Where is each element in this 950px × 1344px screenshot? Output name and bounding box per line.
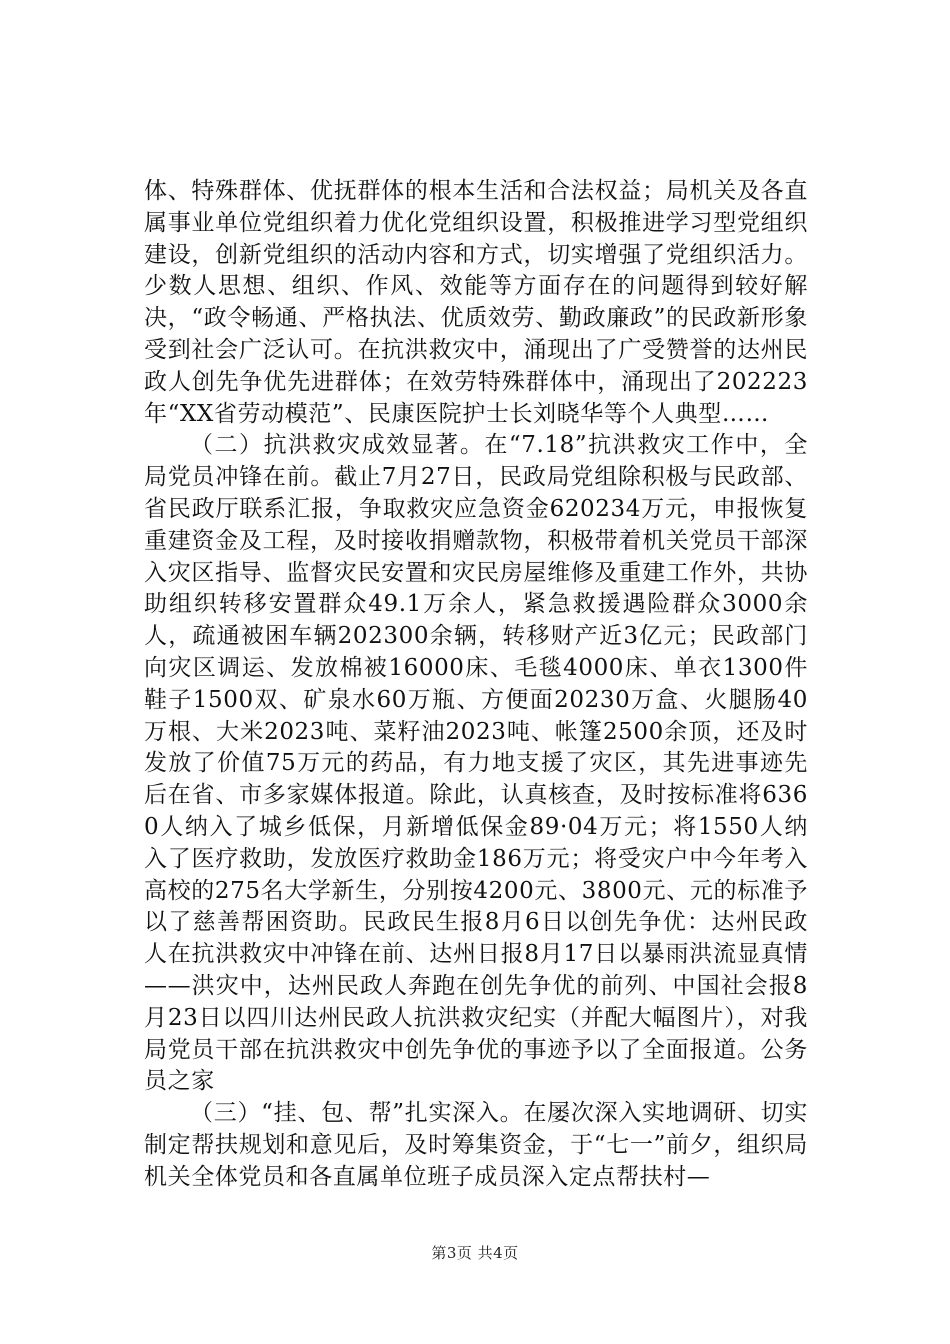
paragraph-flood-relief: （二）抗洪救灾成效显著。在“7.18”抗洪救灾工作中，全局党员冲锋在前。截止7月27日，民政局党组除积极与民政部、省民政厅联系汇报，争取救灾应急资金620234万元，申报恢复重建资金及工程，及时接收捐赠款物，积极带着机关党员干部深入灾区指导、监督灾民安置和灾民房屋维修及重建工作外，共协助组织转移安置群众49.1万余人，紧急救援遇险群众3000余人，疏通被困车辆202300余辆，转移财产近3亿元；民政部门向灾区调运、发放棉被16000床、毛毯4000床、单衣1300件鞋子1500双、矿泉水60万瓶、方便面20230万盒、火腿肠40万根、大米2023吨、菜籽油2023吨、帐篷2500余顶，还及时发放了价值75万元的药品，有力地支援了灾区，其先进事迹先后在省、市多家媒体报道。除此，认真核查，及时按标准将6360人纳入了城乡低保，月新增低保金89·04万元；将1550人纳入了医疗救助，发放医疗救助金186万元；将受灾户中今年考入高校的275名大学新生，分别按4200元、3800元、元的标准予以了慈善帮困资助。民政民生报8月6日以创先争优：达州民政人在抗洪救灾中冲锋在前、达州日报8月17日以暴雨洪流显真情——洪灾中，达州民政人奔跑在创先争优的前列、中国社会报8月23日以四川达州民政人抗洪救灾纪实（并配大幅图片），对我局党员干部在抗洪救灾中创先争优的事迹予以了全面报道。公务员之家 bbox=[144, 432, 808, 1095]
paragraph-continuation: 体、特殊群体、优抚群体的根本生活和合法权益；局机关及各直属事业单位党组织着力优化党组织设置，积极推进学习型党组织建设，创新党组织的活动内容和方式，切实增强了党组织活力。少数人思想、组织、作风、效能等方面存在的问题得到较好解决，“政令畅通、严格执法、优质效劳、勤政廉政”的民政新形象受到社会广泛认可。在抗洪救灾中，涌现出了广受赞誉的达州民政人创先争优先进群体；在效劳特殊群体中，涌现出了202223年“XX省劳动模范”、民康医院护士长刘晓华等个人典型…… bbox=[144, 178, 808, 427]
paragraph-guabaobang: （三）“挂、包、帮”扎实深入。在屡次深入实地调研、切实制定帮扶规划和意见后，及时筹集资金，于“七一”前夕，组织局机关全体党员和各直属单位班子成员深入定点帮扶村— bbox=[144, 1100, 808, 1190]
page-footer: 第3页 共4页 bbox=[431, 1244, 519, 1262]
body-text bbox=[144, 176, 808, 1194]
